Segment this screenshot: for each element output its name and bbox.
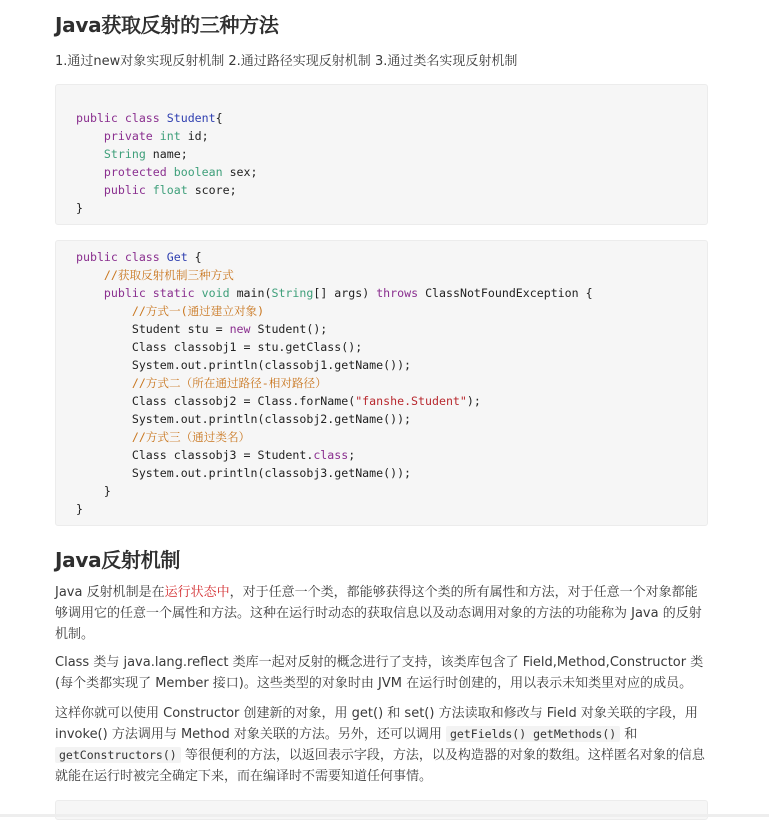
paragraph-definition	[55, 582, 710, 645]
code-type: float	[152, 183, 195, 197]
code-text	[76, 268, 104, 282]
code-comment: //方式二（所在通过路径-相对路径）	[131, 376, 327, 390]
paragraph-text: 等很便利的方法，以返回表示字段，方法，以及构造器的对象的数组。这样匿名对象的信息就能在运行时被完全确定下来，而在编译时不需要知道任何事情。	[55, 748, 705, 784]
code-text: {	[194, 250, 202, 264]
code-line	[76, 356, 707, 374]
code-keyword: public static	[103, 286, 202, 300]
code-type: boolean	[173, 165, 230, 179]
code-text: [] args)	[313, 286, 377, 300]
intro-text: 1.通过new对象实现反射机制 2.通过路径实现反射机制 3.通过类名实现反射机制	[55, 54, 518, 69]
code-text	[76, 165, 104, 179]
code-text: System.out.println(classobj3.getName());	[76, 466, 412, 480]
code-line	[76, 338, 707, 356]
code-keyword: class	[313, 448, 349, 462]
code-comment: //方式一(通过建立对象)	[131, 304, 265, 318]
code-line	[76, 302, 707, 320]
code-line	[76, 284, 707, 302]
code-line	[76, 320, 707, 338]
code-text: Class classobj2 = Class.forName(	[76, 394, 356, 408]
highlighted-text: 运行状态中	[164, 585, 230, 600]
code-line	[76, 109, 707, 127]
code-line	[76, 500, 707, 518]
code-line	[76, 446, 707, 464]
code-line	[76, 163, 707, 181]
code-line	[76, 127, 707, 145]
code-text	[76, 129, 104, 143]
paragraph-text: 这样你就可以使用 Constructor 创建新的对象，用 get() 和 set() 方法读取和修改与 Field 对象关联的字段，用 invoke() 方法调用与 Method 对象关联的方法。另外，还可以调用	[55, 706, 698, 742]
paragraph-text: Java 反射机制是在	[55, 585, 165, 600]
code-text	[76, 430, 132, 444]
code-text: Class classobj1 = stu.getClass();	[76, 340, 363, 354]
code-keyword: public class	[76, 111, 167, 125]
paragraph-text: ，对于任意一个类，都能够获得这个类的所有属性和方法，对于任意一个对象都能够调用它的任意一个属性和方法。这种在运行时动态的获取信息以及动态调用对象的方法的功能称为 Java 的反射机制。	[55, 585, 702, 642]
code-text	[76, 147, 104, 161]
code-text: Student stu =	[76, 322, 230, 336]
code-line	[76, 266, 707, 284]
code-text: name;	[152, 147, 188, 161]
code-text: Student();	[257, 322, 328, 336]
code-classname: Student	[166, 111, 216, 125]
code-keyword: throws	[376, 286, 426, 300]
code-text: {	[215, 111, 223, 125]
code-keyword: public	[103, 183, 153, 197]
code-text	[76, 183, 104, 197]
code-text: );	[466, 394, 481, 408]
code-keyword: public class	[76, 250, 167, 264]
code-keyword: private	[103, 129, 160, 143]
code-line	[76, 199, 707, 217]
code-block-student[interactable]	[55, 84, 708, 225]
inline-code-getfields-getmethods: getFields() getMethods()	[446, 726, 620, 742]
code-text: System.out.println(classobj1.getName());	[76, 358, 412, 372]
code-text	[76, 376, 132, 390]
code-text	[76, 304, 132, 318]
code-keyword: new	[229, 322, 258, 336]
section-title-reflection-methods: Java获取反射的三种方法	[55, 13, 279, 37]
code-line	[76, 482, 707, 500]
code-text: }	[76, 484, 111, 498]
code-line	[76, 374, 707, 392]
code-type: void	[201, 286, 237, 300]
code-text: }	[76, 502, 83, 516]
code-block-get[interactable]	[55, 240, 708, 526]
code-keyword: protected	[103, 165, 174, 179]
code-comment: //方式三（通过类名）	[131, 430, 251, 444]
code-text: ClassNotFoundException {	[425, 286, 593, 300]
code-comment: //获取反射机制三种方式	[103, 268, 234, 282]
code-line	[76, 464, 707, 482]
code-text: score;	[194, 183, 237, 197]
code-text: Class classobj3 = Student.	[76, 448, 314, 462]
paragraph-text: 和	[620, 727, 638, 742]
code-type: String	[271, 286, 314, 300]
code-line	[76, 145, 707, 163]
code-block-next[interactable]	[55, 800, 708, 820]
code-text: sex;	[229, 165, 258, 179]
code-classname: Get	[166, 250, 195, 264]
code-text	[76, 286, 104, 300]
code-line	[76, 181, 707, 199]
code-text: }	[76, 201, 83, 215]
code-text: id;	[187, 129, 209, 143]
inline-code-getconstructors: getConstructors()	[55, 747, 181, 763]
code-type: String	[103, 147, 153, 161]
code-string: "fanshe.Student"	[355, 394, 467, 408]
code-line	[76, 410, 707, 428]
code-line	[76, 248, 707, 266]
paragraph-usage	[55, 703, 710, 787]
section-title-reflection-mechanism: Java反射机制	[55, 548, 181, 572]
code-text: ;	[348, 448, 356, 462]
code-line	[76, 428, 707, 446]
code-line	[76, 392, 707, 410]
code-text: main(	[236, 286, 272, 300]
code-type: int	[159, 129, 188, 143]
code-text: System.out.println(classobj2.getName());	[76, 412, 412, 426]
paragraph-class-support: Class 类与 java.lang.reflect 类库一起对反射的概念进行了支持，该类库包含了 Field,Method,Constructor 类 (每个类都实现了 Member 接口)。这些类型的对象时由 JVM 在运行时创建的，用以表示未知类里对应的成员。	[55, 655, 704, 691]
